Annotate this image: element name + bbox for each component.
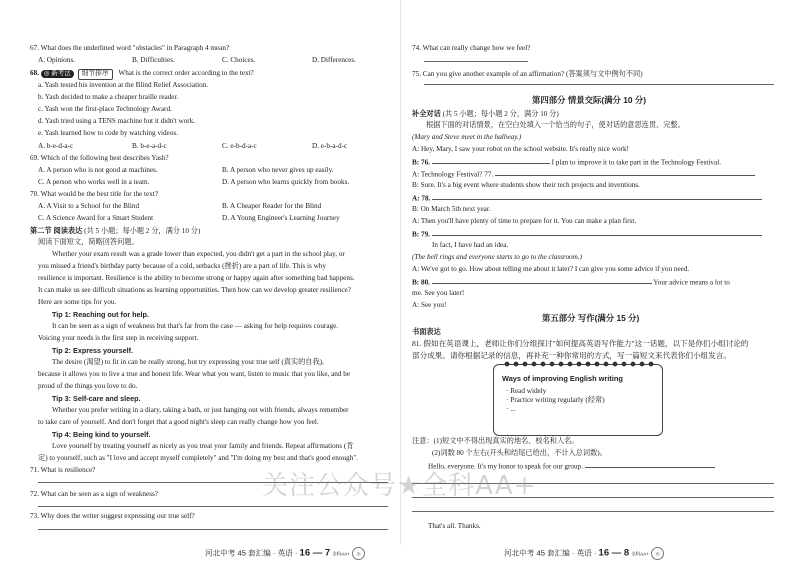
notepad-card <box>493 364 663 436</box>
footer-book-title: 河北中考 45 套汇编 · 英语 · <box>504 548 597 558</box>
q67-option-a: A. Opinions. <box>38 56 75 64</box>
passage-line: 定) to yourself, such as "I love and accept myself completely" and "I'm doing my best and that's good enough". <box>38 454 358 462</box>
q73-stem: 73. Why does the writer suggest expressing our true self? <box>30 512 195 520</box>
dialog-line: A: See you! <box>412 301 447 309</box>
tip4-heading: Tip 4: Being kind to yourself. <box>52 430 151 439</box>
blank-78[interactable] <box>432 193 762 200</box>
q75-answer-line[interactable] <box>424 84 774 85</box>
right-footer <box>504 547 664 560</box>
q73-answer-line[interactable] <box>38 529 388 530</box>
passage-line: Love yourself by treating yourself as nicely as you treat your family and friends. Repeat affirmations (肯 <box>52 442 354 450</box>
blank-77-label: A: Technology Festival? 77. <box>412 170 494 179</box>
q70-option-c: C. A Science Award for a Smart Student <box>38 214 154 222</box>
dialog-text: Your advice means a lot to <box>653 278 730 287</box>
part4-title: 第四部分 情景交际(满分 10 分) <box>532 95 646 105</box>
q72-answer-line[interactable] <box>38 506 388 507</box>
q68-text: What is the correct order according to the text? <box>118 69 254 77</box>
q68-stem <box>30 69 254 80</box>
q67-option-c: C. Choices. <box>222 56 256 64</box>
essay-writing-line[interactable] <box>412 511 774 512</box>
blank-80[interactable] <box>432 277 652 284</box>
passage-line: It can be seen as a sign of weakness but that's far from the case — asking for help requires courage. <box>52 322 339 330</box>
footer-page-number: 16 — 8 <box>598 547 630 559</box>
blank-76-label: B: 76. <box>412 158 430 167</box>
dialog-line-78 <box>412 193 762 204</box>
passage-line: Voicing your needs is the first step in receiving support. <box>38 334 199 342</box>
q81-prompt-line1: 81. 假如在英语课上，老师让你们分组探讨"如何提高英语写作能力"这一话题，以下是你们小组讨论的 <box>412 339 749 348</box>
q75-stem: 75. Can you give another example of an affirmation? (答案须与文中例句不同) <box>412 70 643 78</box>
passage-line: The desire (渴望) to fit in can be really strong, but try expressing your true self (真实的自我), <box>52 358 324 366</box>
footer-book-title: 河北中考 45 套汇编 · 英语 · <box>205 548 298 558</box>
dialog-line: A: Hey, Mary, I saw your robot on the school website. It's really nice work! <box>412 145 629 153</box>
dialog-line-80 <box>412 277 730 288</box>
q68-option-c: C. e-b-d-a-c <box>222 142 257 150</box>
notice-2: (2)词数 80 个左右(开头和结尾已给出，不计入总词数)。 <box>432 449 607 457</box>
tip3-heading: Tip 3: Self-care and sleep. <box>52 394 141 403</box>
q67-stem: 67. What does the underlined word "obstacles" in Paragraph 4 mean? <box>30 44 230 52</box>
footer-page-number: 16 — 7 <box>299 547 331 559</box>
dialog-line: A: We've got to go. How about telling me about it later? I can give you some advice if you need. <box>412 265 690 273</box>
section2-title: 第二节 阅读表达 <box>30 226 83 235</box>
footer-seal-icon: ◎ <box>651 547 664 560</box>
left-footer <box>205 547 365 560</box>
blank-76[interactable] <box>432 157 550 164</box>
q68-option-d: D. e-b-a-d-c <box>312 142 348 150</box>
essay-opening-text: Hello, everyone. It's my honor to speak for our group. <box>428 462 583 471</box>
blank-77[interactable] <box>495 169 755 176</box>
passage-line: Whether your exam result was a grade lower than expected, you didn't get a part in the school play, or <box>52 250 345 258</box>
spiral-binding <box>504 360 654 368</box>
q70-option-b: B. A Cheaper Reader for the Blind <box>222 202 322 210</box>
dialog-text: I plan to improve it to take part in the Technology Festival. <box>551 158 721 167</box>
scene-note: (The bell rings and everyone starts to go to the classroom.) <box>412 253 583 261</box>
tip2-heading: Tip 2: Express yourself. <box>52 346 133 355</box>
q68-event: d. Yash tried using a TENS machine but it didn't work. <box>38 117 196 125</box>
passage-line: It can make us see difficult situations as learning opportunities. Then how can we develop greater resilience? <box>38 286 351 294</box>
q71-stem: 71. What is resilience? <box>30 466 96 474</box>
q70-option-d: D. A Young Engineer's Learning Journey <box>222 214 340 222</box>
dialog-line: A: Then you'll have plenty of time to prepare for it. You can make a plan first. <box>412 217 637 225</box>
part5-subtitle: 书面表达 <box>412 327 441 336</box>
watermark: 关注公众号★全科AA+ <box>262 471 537 501</box>
q69-option-b: B. A person who never gives up easily. <box>222 166 334 174</box>
q70-stem: 70. What would be the best title for the text? <box>30 190 159 198</box>
q69-option-a: A. A person who is not good at machines. <box>38 166 158 174</box>
q68-number: 68. <box>30 69 39 77</box>
q74-answer-line[interactable] <box>424 61 528 62</box>
part4-heading <box>412 109 559 119</box>
part4-subtitle: 补全对话 <box>412 109 441 118</box>
q74-stem: 74. What can really change how we feel? <box>412 44 531 52</box>
blank-80-label: B: 80. <box>412 278 430 287</box>
q68-event: a. Yash tested his invention at the Blind Relief Association. <box>38 81 209 89</box>
part5-title: 第五部分 写作(满分 15 分) <box>542 313 640 323</box>
q68-event: b. Yash decided to make a cheaper braille reader. <box>38 93 179 101</box>
passage-line: to take care of yourself. And don't forget that a good night's sleep can really change how you feel. <box>38 418 319 426</box>
blank-79-label: B: 79. <box>412 230 430 239</box>
footer-seal-icon: ◎ <box>352 547 365 560</box>
q68-event: c. Yash won the first-place Technology Award. <box>38 105 172 113</box>
dialog-line-77 <box>412 169 755 180</box>
q68-option-a: A. b-e-d-a-c <box>38 142 74 150</box>
section2-instruction: 阅读下面短文，简略回答问题。 <box>38 238 139 246</box>
passage-line: you missed a friend's birthday party because of a cold, setbacks (挫折) are a part of life. This is why <box>38 262 326 270</box>
dialog-line: B: Sure. It's a big event where students show their tech projects and inventions. <box>412 181 640 189</box>
q81-prompt-line2: 部分成果。请你根据记录的信息，再补充一种你常用的方式，写一篇短文来代表你们小组发言。 <box>412 351 731 360</box>
q67-option-b: B. Difficulties. <box>132 56 175 64</box>
q69-option-d: D. A person who learns quickly from books. <box>222 178 350 186</box>
footer-small-text: 全科AA+ <box>631 551 649 557</box>
essay-closing: That's all. Thanks. <box>428 522 481 530</box>
section2-info: (共 5 小题；每小题 2 分，满分 10 分) <box>84 227 201 235</box>
footer-small-text: 全科AA+ <box>332 551 350 557</box>
q69-option-c: C. A person who works well in a team. <box>38 178 150 186</box>
passage-line: Whether you prefer writing in a diary, taking a bath, or just hanging out with friends, always remember <box>52 406 349 414</box>
part4-instruction: 根据下面的对话情景，在空白处填入一个恰当的句子，使对话的意思连贯、完整。 <box>426 121 685 129</box>
blank-78-label: A: 78. <box>412 194 431 203</box>
passage-line: because it allows you to live a true and honest life. Wear what you want, listen to music that you like, and be <box>38 370 351 378</box>
note-item: · Practice writing regularly (经常) <box>506 395 605 404</box>
q72-stem: 72. What can be seen as a sign of weakness? <box>30 490 158 498</box>
detail-order-tag: 细节排序 <box>78 69 113 80</box>
dialog-line: In fact, I have had an idea. <box>432 241 509 249</box>
blank-79[interactable] <box>432 229 762 236</box>
essay-first-line[interactable] <box>585 461 715 468</box>
q69-stem: 69. Which of the following best describes Yash? <box>30 154 169 162</box>
q67-option-d: D. Differences. <box>312 56 356 64</box>
notice-1: 注意：(1)短文中不得出现真实的地名、校名和人名。 <box>412 437 579 445</box>
part4-info: (共 5 小题；每小题 2 分，满分 10 分) <box>442 110 559 118</box>
q70-option-a: A. A Visit to a School for the Blind <box>38 202 140 210</box>
note-item: · Read widely <box>506 386 547 395</box>
section2-heading <box>30 226 200 236</box>
dialog-line: me. See you later! <box>412 289 465 297</box>
passage-line: resilience is important. Resilience is the ability to become strong or happy again after something bad happens. <box>38 274 355 282</box>
passage-line: Here are some tips for you. <box>38 298 117 306</box>
dialog-line: B: On March 5th next year. <box>412 205 491 213</box>
q68-event: e. Yash learned how to code by watching videos. <box>38 129 178 137</box>
q68-option-b: B. b-e-a-d-c <box>132 142 167 150</box>
dialog-line-76 <box>412 157 721 168</box>
note-item: · ... <box>506 405 516 414</box>
new-format-badge: ◎ 新考法 <box>41 70 74 78</box>
tip1-heading: Tip 1: Reaching out for help. <box>52 310 149 319</box>
scene-note: (Mary and Steve meet in the hallway.) <box>412 133 522 141</box>
passage-line: proud of the things you love to do. <box>38 382 138 390</box>
dialog-line-79 <box>412 229 762 240</box>
page-divider <box>400 0 401 545</box>
note-title: Ways of improving English writing <box>502 374 623 383</box>
